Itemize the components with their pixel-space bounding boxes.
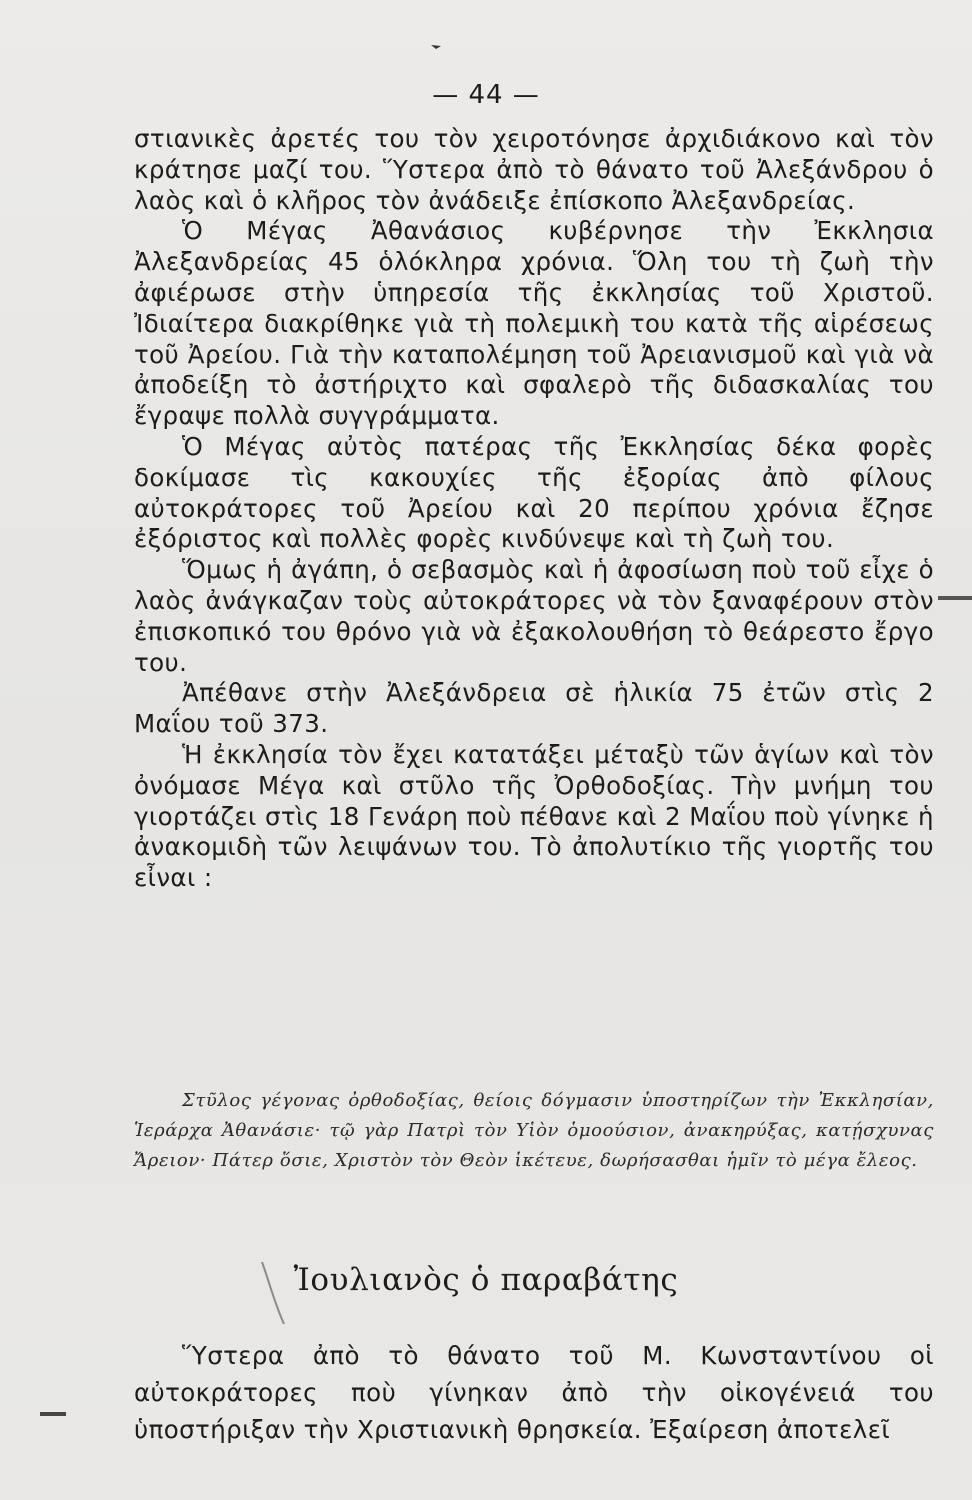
paragraph-return: Ὅμως ἡ ἀγάπη, ὁ σεβασμὸς καὶ ἡ ἀφοσίωση ποὺ τοῦ εἶχε ὁ λαὸς ἀνάγκαζαν τοὺς αὐτοκράτορες νὰ τὸν ξαναφέρουν στὸν ἐπισκοπικό του θρόνο γιὰ νὰ ἐξακολουθήση τὸ θεάρεστο ἔργο του. (134, 555, 934, 677)
paragraph-feast: Ἡ ἐκκλησία τὸν ἔχει κατατάξει μέταξὺ τῶν ἁγίων καὶ τὸν ὀνόμασε Μέγα καὶ στῦλο τῆς Ὀρθοδοξίας. Τὴν μνήμη του γιορτάζει στὶς 18 Γενάρη ποὺ πέθανε καὶ 2 Μαΐου ποὺ γίνηκε ἡ ἀνακομιδὴ τῶν λειψάνων του. Τὸ ἀπολυτίκιο τῆς γιορτῆς του εἶναι : (134, 739, 934, 893)
section-text: Ὕστερα ἀπὸ τὸ θάνατο τοῦ Μ. Κωνσταντίνου οἱ αὐτοκράτορες ποὺ γίνηκαν ἀπὸ τὴν οἰκογένειά του ὑποστήριξαν τὴν Χριστιανικὴ θρησκεία. Ἐξαίρεση ἀποτελεῖ (134, 1341, 934, 1444)
paragraph-exile: Ὁ Μέγας αὐτὸς πατέρας τῆς Ἐκκλησίας δέκα φορὲς δοκίμασε τὶς κακουχίες τῆς ἐξορίας ἀπὸ φίλους αὐτοκράτορες τοῦ Ἀρείου καὶ 20 περίπου χρόνια ἔζησε ἐξόριστος καὶ πολλὲς φορὲς κινδύνεψε καὶ τὴ ζωὴ του. (134, 431, 934, 554)
page-number: — 44 — (432, 80, 540, 110)
paragraph-athanasius-rule: Ὁ Μέγας Ἀθανάσιος κυβέρνησε τὴν Ἐκκλησια Ἀλεξανδρείας 45 ὁλόκληρα χρόνια. Ὅλη του τὴ ζωὴ τὴν ἀφιέρωσε στὴν ὑπηρεσία τῆς ἐκκλησίας τοῦ Χριστοῦ. Ἰδιαίτερα διακρίθηκε γιὰ τὴ πολεμικὴ του κατὰ τῆς αἱρέσεως τοῦ Ἀρείου. Γιὰ τὴν καταπολέμηση τοῦ Ἀρειανισμοῦ καὶ γιὰ νὰ ἀποδείξη τὸ ἀστήριχτο καὶ σφαλερὸ τῆς διδασκαλίας του ἔγραψε πολλὰ συγγράμματα. (134, 216, 934, 431)
paragraph-continuation: στιανικὲς ἀρετές του τὸν χειροτόνησε ἀρχιδιάκονο καὶ τὸν κράτησε μαζί του. Ὕστερα ἀπὸ τὸ θάνατο τοῦ Ἀλεξάνδρου ὁ λαὸς καὶ ὁ κλῆρος τὸν ἀνάδειξε ἐπίσκοπο Ἀλεξανδρείας. (134, 124, 934, 215)
section-title: Ἰουλιανὸς ὁ παραβάτης (293, 1262, 679, 1298)
paragraph-death: Ἀπέθανε στὴν Ἀλεξάνδρεια σὲ ἡλικία 75 ἐτῶν στὶς 2 Μαΐου τοῦ 373. (134, 678, 934, 739)
margin-mark (938, 596, 972, 600)
margin-mark (40, 1412, 66, 1416)
body-text (134, 124, 934, 894)
ink-speck (430, 44, 442, 50)
apolytikion-hymn: Στῦλος γέγονας ὀρθοδοξίας, θείοις δόγμασιν ὑποστηρίζων τὴν Ἐκκλησίαν, Ἱεράρχα Ἀθανάσιε· τῷ γὰρ Πατρὶ τὸν Υἱὸν ὁμοούσιον, ἀνακηρύξας, κατῄσχυνας Ἄρειον· Πάτερ ὅσιε, Χριστὸν τὸν Θεὸν ἱκέτευε, δωρήσασθαι ἡμῖν τὸ μέγα ἔλεος. (134, 1090, 934, 1171)
